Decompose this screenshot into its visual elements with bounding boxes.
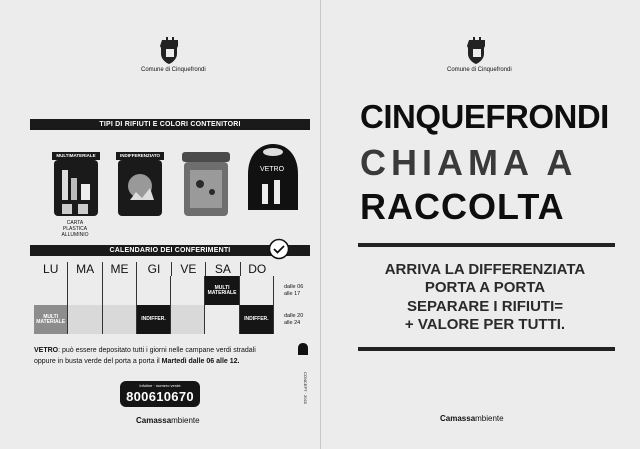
multimaterial-bin-icon	[52, 150, 100, 220]
subtitle-line-3: SEPARARE I RIFIUTI=	[407, 298, 563, 315]
cal-cell	[68, 305, 102, 334]
calendar-days	[34, 262, 274, 276]
day-lu: LU	[34, 262, 68, 276]
cal-cell	[34, 276, 68, 305]
cal-cell-sa-multimateriale: MULTI MATERIALE	[205, 276, 239, 305]
organic-bin-icon	[180, 150, 232, 220]
title-line-2: CHIAMA A	[360, 142, 578, 183]
cal-cell-do-indifferenziato: INDIFFER.	[240, 305, 274, 334]
top-rule	[358, 243, 615, 247]
time-slot-evening: dalle 20 alle 24	[284, 313, 304, 326]
cal-cell	[103, 276, 137, 305]
infoline-box: Infoline · numero verde 800610670	[120, 381, 200, 407]
calendar-header: CALENDARIO DEI CONFERIMENTI	[30, 245, 310, 256]
bin-tag-indifferenziato: INDIFFERENZIATO	[116, 152, 164, 160]
cal-cell	[240, 276, 274, 305]
time-slot-morning: dalle 06 alle 17	[284, 284, 304, 297]
cal-cell-gi-indifferenziato: INDIFFER.	[137, 305, 171, 334]
subtitle-line-1: ARRIVA LA DIFFERENZIATA	[384, 261, 586, 278]
subtitle-line-4: + VALORE PER TUTTI.	[404, 316, 566, 333]
town-crest-icon	[159, 36, 181, 64]
title-line-1: CINQUEFRONDI	[360, 98, 609, 135]
cal-cell	[137, 276, 171, 305]
indifferenziato-bin-icon	[116, 150, 164, 220]
right-brand-logo: Camassambiente	[440, 414, 504, 423]
bin-tag-vetro: VETRO	[259, 166, 285, 173]
calendar-grid	[34, 276, 274, 334]
cal-cell	[171, 276, 205, 305]
right-crest-label: Comune di Cinquefrondi	[447, 67, 512, 73]
toll-free-number: 800610670	[126, 389, 194, 404]
day-ve: VE	[172, 262, 206, 276]
glass-bell-icon	[297, 342, 309, 356]
day-gi: GI	[137, 262, 171, 276]
day-sa: SA	[206, 262, 240, 276]
title-line-3: RACCOLTA	[360, 186, 565, 227]
subtitle-line-2: PORTA A PORTA	[424, 279, 546, 296]
left-brand-logo: Camassambiente	[136, 416, 200, 425]
day-me: ME	[103, 262, 137, 276]
town-crest-icon	[466, 36, 488, 64]
types-header: TIPI DI RIFIUTI E COLORI CONTENITORI	[30, 119, 310, 130]
vetro-label: VETRO	[34, 347, 59, 354]
cal-cell-lu-multimateriale: MULTI MATERIALE	[34, 305, 68, 334]
multimaterial-subtitle: CARTA PLASTICA ALLUMINIO	[61, 220, 89, 238]
vertical-imprint: CONCEPT · 2020	[303, 372, 308, 404]
vetro-bell-icon	[244, 140, 302, 218]
day-do: DO	[248, 262, 267, 276]
bin-tag-multimaterial: MULTIMATERIALE	[52, 152, 100, 160]
cal-cell	[171, 305, 205, 334]
cal-cell	[68, 276, 102, 305]
day-ma: MA	[68, 262, 102, 276]
cal-cell	[103, 305, 137, 334]
check-circle-icon	[268, 238, 290, 260]
left-crest-label: Comune di Cinquefrondi	[141, 67, 206, 73]
bottom-rule	[358, 347, 615, 351]
cal-cell	[205, 305, 239, 334]
vetro-note: VETRO: può essere depositato tutti i giorni nelle campane verdi stradali oppure in busta verde del porta a porta il Martedì dalle 06 alle 12.	[34, 347, 256, 365]
